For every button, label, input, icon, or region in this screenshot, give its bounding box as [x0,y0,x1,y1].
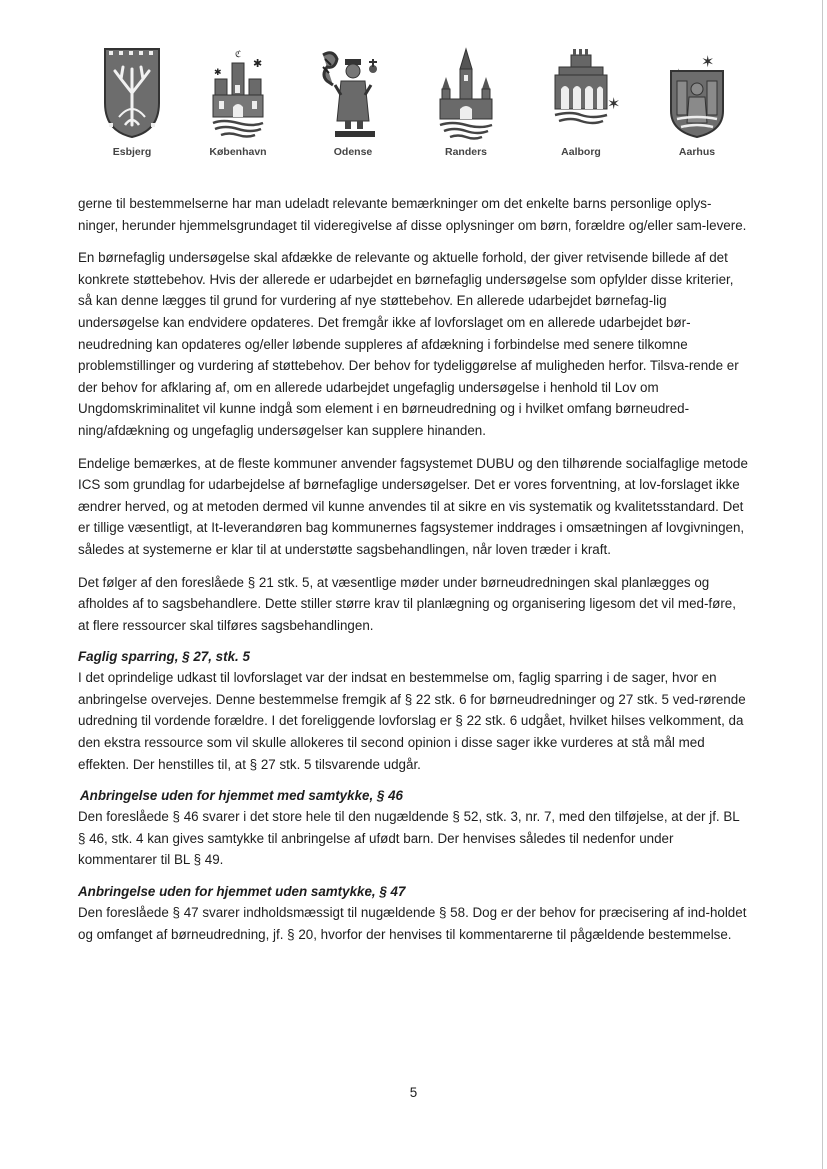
paragraph: Det følger af den foreslåede § 21 stk. 5, at væsentlige møder under børneudredningen skal planlægges og afholdes af to sagsbehandlere. Dette stiller større krav til planlægning og organisering ligesom det vil med-føre, at flere ressourcer skal tilføres sagsbehandlingen. [78,574,736,633]
section-heading: Anbringelse uden for hjemmet med samtykke, § 46 [80,788,403,804]
logo-name-kobenhavn: København [209,146,267,158]
section-text: Den foreslåede § 47 svarer indholdsmæssigt til nugældende § 58. Dog er der behov for præcisering af ind-holdet og omfanget af børneudredning, jf. § 20, hvorfor der henvises til kommentarerne til pågældende bestemmelse. [78,905,747,942]
logo-name-aalborg: Aalborg [561,146,601,158]
randers-coat-of-arms-icon [434,45,498,141]
section-text: Den foreslåede § 46 svarer i det store hele til den nugældende § 52, stk. 3, nr. 7, med den tilføjelse, at der jf. BL § 46, stk. 4 kan gives samtykke til anbringelse af ufødt barn. Der henvises således til nedenfor under kommentarer til BL § 49. [78,809,740,868]
svg-text:✱: ✱ [253,57,263,70]
svg-text:✶: ✶ [701,52,715,71]
header-logos [0,45,827,165]
paragraph: En børnefaglig undersøgelse skal afdække de relevante og aktuelle forhold, der giver retvisende billede af det konkrete støttebehov. Hvis der allerede er udarbejdet en børnefaglig undersøgelse som opfylder disse kriterier, så kan denne lægges til grund for vurdering af nye støttebehov. En allerede udarbejdet børnefag-lig undersøgelse kan endvidere opdateres. Det fremgår ikke af lovforslaget om en allerede udarbejdet bør-neudredning kan opdateres og/eller løbende suppleres af afdækning i forbindelse med senere tilkomne problemstillinger og vurdering af støttebehov. Der behov for tydeliggørelse af muligheden herfor. Tilsva-rende er der behov for afklaring af, om en allerede udarbejdet ungefaglig undersøgelse i henhold til Lov om Ungdomskriminalitet vil kunne indgå som element i en børneudredning og i hvilket omfang børneudred-ning/afdækning og ungefaglig undersøgelser kan supplere hinanden. [78,250,739,438]
logo-name-randers: Randers [444,146,487,158]
section-anbringelse-med-samtykke [78,786,750,871]
aalborg-coat-of-arms-icon [537,45,625,141]
page-edge [822,0,823,1169]
logo-kobenhavn [178,45,298,158]
kobenhavn-coat-of-arms-icon [207,45,269,141]
logo-randers [406,45,526,158]
esbjerg-coat-of-arms-icon [101,45,163,141]
logo-aalborg [521,45,641,158]
paragraph: gerne til bestemmelserne har man udeladt relevante bemærkninger om det enkelte barns personlige oplys-ninger, herunder hjemmelsgrundaget til videregivelse af disse oplysninger om børn, forældre og/eller sam-levere. [78,196,747,233]
svg-text:ℭ: ℭ [235,50,242,60]
odense-coat-of-arms-icon [313,45,393,141]
logo-odense [293,45,413,158]
section-heading: Faglig sparring, § 27, stk. 5 [78,649,250,665]
logo-name-aarhus: Aarhus [678,146,716,158]
logo-aarhus [637,45,757,158]
document-body [78,193,750,956]
aarhus-coat-of-arms-icon [663,45,731,141]
paragraph: Endelige bemærkes, at de fleste kommuner anvender fagsystemet DUBU og den tilhørende socialfaglige metode ICS som grundlag for udarbejdelse af børnefaglige undersøgelser. Det er vores forventning, at lov-forslaget ikke ændrer herved, og at metoden dermed vil kunne anvendes til at sikre en vis systematik og kvalitetsstandard. Det er tillige væsentligt, at It-leverandøren bag kommunernes fagsystemer inddrages i omsætningen af lovgivningen, således at systemerne er klar til at understøtte sagsbehandlingen, når loven træder i kraft. [78,455,748,557]
page-number: 5 [409,1085,418,1100]
section-text: I det oprindelige udkast til lovforslaget var der indsat en bestemmelse om, faglig sparring i de sager, hvor en anbringelse overvejes. Denne bestemmelse fremgik af § 22 stk. 6 for børneudredninger og 27 stk. 5 ved-rørende udredning til vordende forældre. I det foreliggende lovforslag er § 22 stk. 6 udgået, hvilket hilses velkomment, da den ekstra ressource som vil skulle allokeres til second opinion i disse sager ikke vurderes at stå mål med effekten. Der henstilles til, at § 27 stk. 5 tilsvarende udgår. [78,670,746,772]
logo-name-odense: Odense [333,146,373,158]
section-heading: Anbringelse uden for hjemmet uden samtykke, § 47 [78,884,406,900]
logo-esbjerg [72,45,192,158]
svg-text:✱: ✱ [214,68,222,78]
logo-name-esbjerg: Esbjerg [112,146,152,158]
section-anbringelse-uden-samtykke [78,882,750,945]
svg-text:✶: ✶ [607,94,621,113]
section-faglig-sparring [78,647,750,775]
